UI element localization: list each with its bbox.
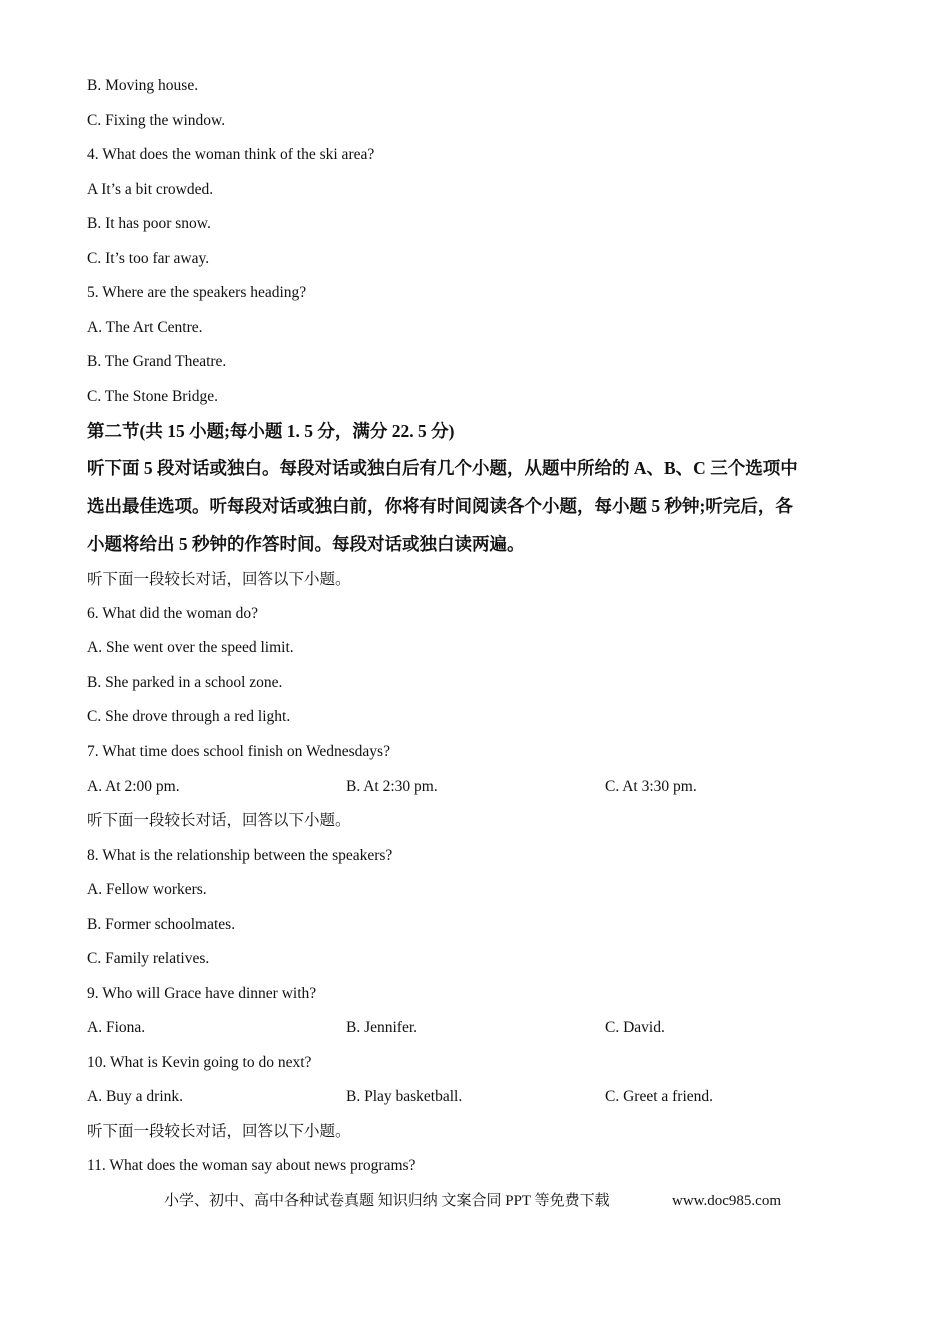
q7-option-a: A. At 2:00 pm. xyxy=(87,778,180,795)
section-instructions-line-2: 选出最佳选项。听每段对话或独白前，你将有时间阅读各个小题，每小题 5 秒钟;听完后，各 xyxy=(87,496,793,516)
section-instructions-line-1: 听下面 5 段对话或独白。每段对话或独白后有几个小题，从题中所给的 A、B、C 三个选项中 xyxy=(87,458,798,478)
question-4: 4. What does the woman think of the ski area? xyxy=(87,146,375,163)
q8-option-a: A. Fellow workers. xyxy=(87,881,207,898)
q10-options xyxy=(87,1087,867,1107)
footer-text: 小学、初中、高中各种试卷真题 知识归纳 文案合同 PPT 等免费下载 xyxy=(164,1193,610,1209)
q10-option-a: A. Buy a drink. xyxy=(87,1088,184,1105)
question-8: 8. What is the relationship between the speakers? xyxy=(87,847,393,864)
section-instructions-line-3: 小题将给出 5 秒钟的作答时间。每段对话或独白读两遍。 xyxy=(87,534,525,554)
q5-option-c: C. The Stone Bridge. xyxy=(87,388,219,405)
q10-option-b: B. Play basketball. xyxy=(346,1088,463,1105)
footer-link[interactable]: www.doc985.com xyxy=(672,1193,782,1209)
q8-option-c: C. Family relatives. xyxy=(87,950,210,967)
q3-option-c: C. Fixing the window. xyxy=(87,112,226,129)
q6-option-b: B. She parked in a school zone. xyxy=(87,674,283,691)
q5-option-b: B. The Grand Theatre. xyxy=(87,353,227,370)
question-5: 5. Where are the speakers heading? xyxy=(87,284,307,301)
q9-option-c: C. David. xyxy=(605,1019,665,1036)
dialog-intro: 听下面一段较长对话，回答以下小题。 xyxy=(87,571,351,588)
q6-option-a: A. She went over the speed limit. xyxy=(87,639,294,656)
q4-option-a: A It’s a bit crowded. xyxy=(87,181,214,198)
section-heading: 第二节(共 15 小题;每小题 1. 5 分，满分 22. 5 分) xyxy=(87,421,455,441)
q5-option-a: A. The Art Centre. xyxy=(87,319,203,336)
q7-option-c: C. At 3:30 pm. xyxy=(605,778,697,795)
q9-option-a: A. Fiona. xyxy=(87,1019,146,1036)
question-7: 7. What time does school finish on Wednesdays? xyxy=(87,743,390,760)
q4-option-b: B. It has poor snow. xyxy=(87,215,211,232)
q7-options xyxy=(87,777,867,797)
question-11: 11. What does the woman say about news programs? xyxy=(87,1157,416,1174)
q9-option-b: B. Jennifer. xyxy=(346,1019,418,1036)
q7-option-b: B. At 2:30 pm. xyxy=(346,778,438,795)
q8-option-b: B. Former schoolmates. xyxy=(87,916,236,933)
question-10: 10. What is Kevin going to do next? xyxy=(87,1054,312,1071)
q3-option-b: B. Moving house. xyxy=(87,77,199,94)
q6-option-c: C. She drove through a red light. xyxy=(87,708,291,725)
dialog-intro: 听下面一段较长对话，回答以下小题。 xyxy=(87,812,351,829)
q4-option-c: C. It’s too far away. xyxy=(87,250,210,267)
question-9: 9. Who will Grace have dinner with? xyxy=(87,985,317,1002)
dialog-intro: 听下面一段较长对话，回答以下小题。 xyxy=(87,1123,351,1140)
q9-options xyxy=(87,1018,867,1038)
q10-option-c: C. Greet a friend. xyxy=(605,1088,714,1105)
question-6: 6. What did the woman do? xyxy=(87,605,259,622)
